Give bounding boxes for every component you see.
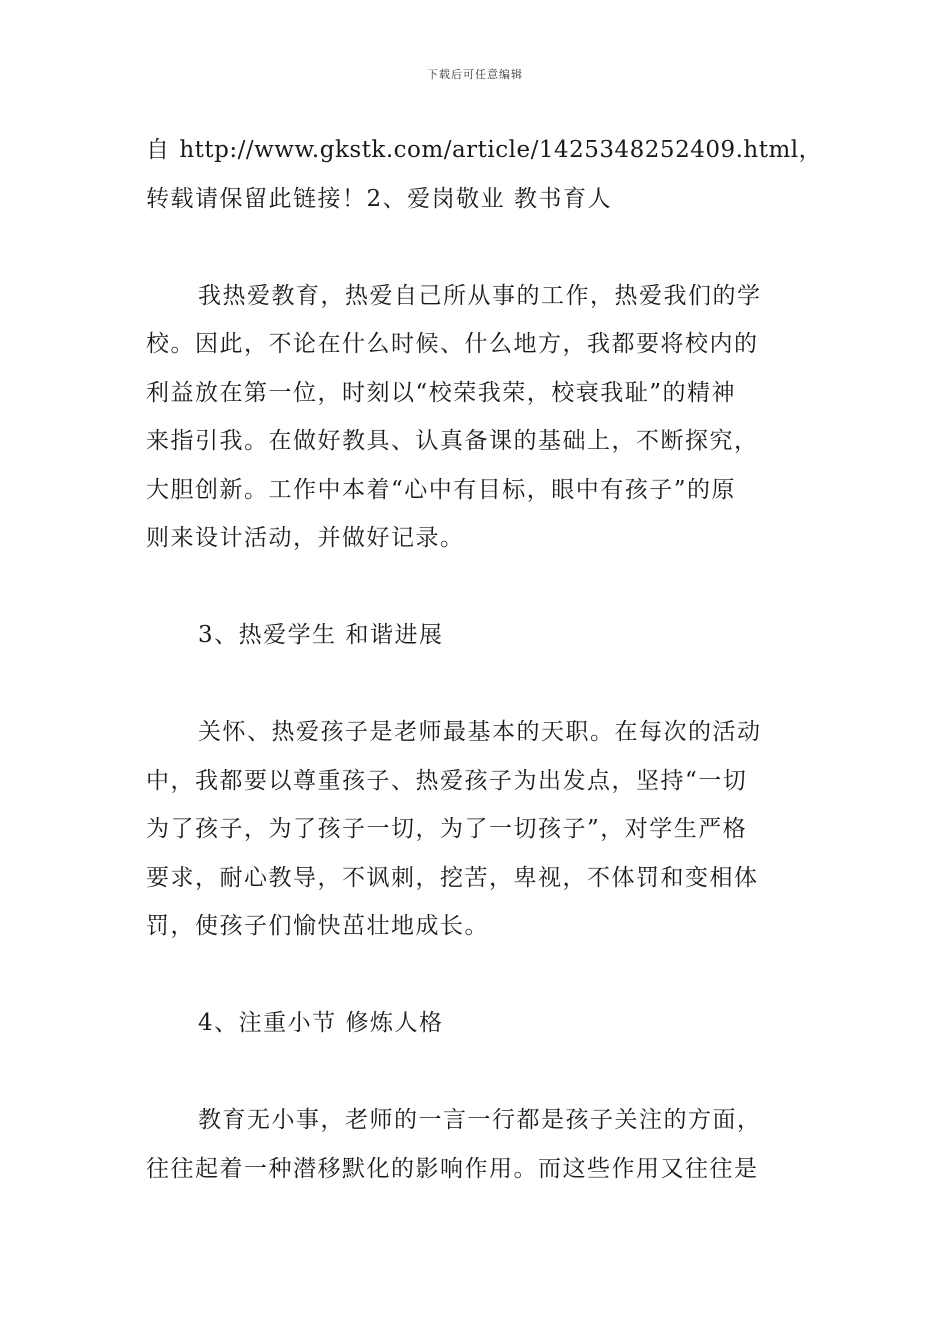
paragraph-details (146, 1096, 811, 1193)
paragraph-line: 往往起着一种潜移默化的影响作用。而这些作用又往往是 (146, 1155, 759, 1182)
paragraph-line: 教育无小事，老师的一言一行都是孩子关注的方面， (198, 1107, 762, 1133)
section-heading-4: 4、注重小节 修炼人格 (198, 1010, 444, 1036)
paragraph-line: 则来设计活动，并做好记录。 (146, 525, 465, 551)
paragraph-line: 利益放在第一位，时刻以“校荣我荣，校衰我耻”的精神 (146, 379, 737, 406)
paragraph-line: 来指引我。在做好教具、认真备课的基础上，不断探究， (146, 428, 759, 454)
paragraph-line: 中，我都要以尊重孩子、热爱孩子为出发点，坚持“一切 (146, 767, 748, 794)
document-body (146, 126, 824, 1193)
section-heading-3: 3、热爱学生 和谐进展 (198, 622, 444, 648)
paragraph-line: 罚，使孩子们愉快茁壮地成长。 (146, 913, 489, 939)
paragraph-line: 校。因此，不论在什么时候、什么地方，我都要将校内的 (146, 331, 759, 357)
paragraph-love-education (146, 272, 811, 563)
source-line-2: 转载请保留此链接！2、爱岗敬业 教书育人 (146, 185, 612, 212)
paragraph-line: 为了孩子，为了孩子一切，为了一切孩子”，对学生严格 (146, 816, 748, 842)
paragraph-line: 关怀、热爱孩子是老师最基本的天职。在每次的活动 (198, 719, 762, 745)
paragraph-love-students (146, 708, 811, 951)
page-header: 下载后可任意编辑 (427, 68, 523, 81)
paragraph-line: 我热爱教育，热爱自己所从事的工作，热爱我们的学 (198, 282, 762, 309)
source-line-1: 自 http://www.gkstk.com/article/1425348252409.html， (146, 137, 824, 163)
paragraph-line: 大胆创新。工作中本着“心中有目标，眼中有孩子”的原 (146, 476, 737, 503)
paragraph-line: 要求，耐心教导，不讽刺，挖苦，卑视，不体罚和变相体 (146, 864, 759, 891)
source-url: http://www.gkstk.com/article/1425348252409.html (179, 137, 799, 163)
